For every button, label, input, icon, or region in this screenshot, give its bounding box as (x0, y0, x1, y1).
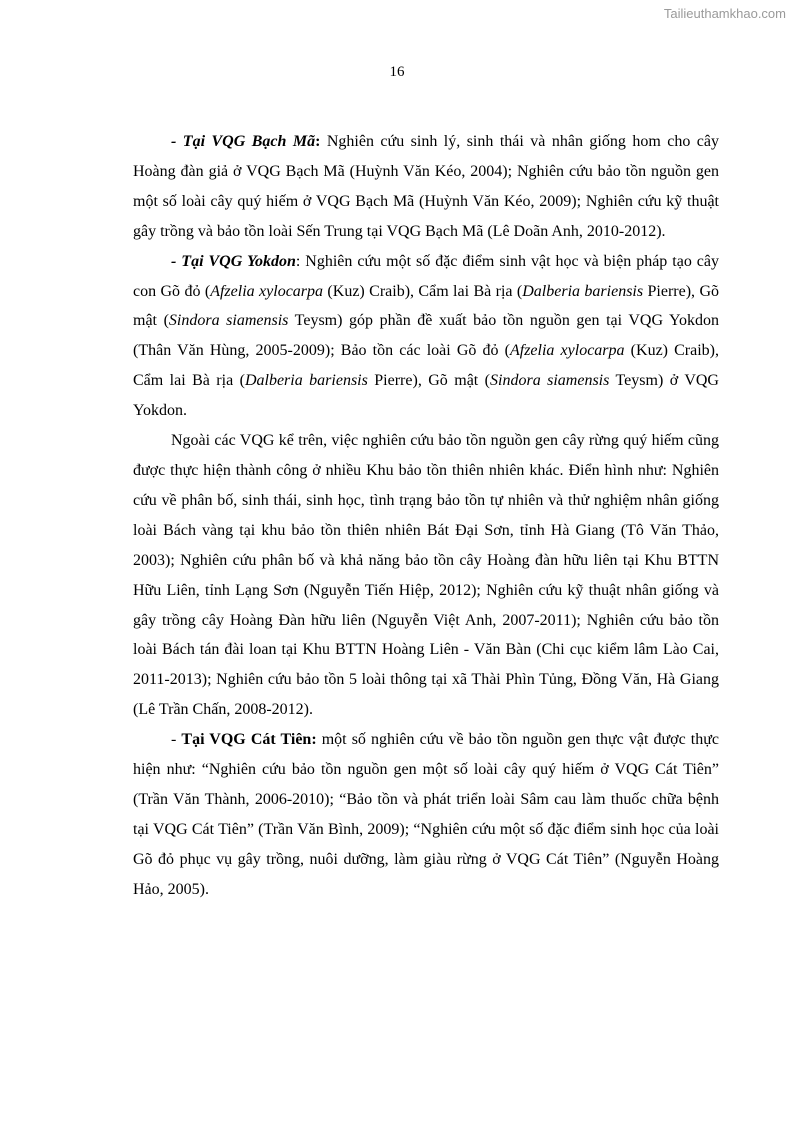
text-segment: (Kuz) Craib), Cẩm lai Bà rịa ( (323, 282, 523, 300)
text-segment: một số nghiên cứu về bảo tồn nguồn gen thực vật được thực hiện như: “Nghiên cứu bảo tồn nguồn gen một số loài cây quý hiếm ở VQG Cát Tiên” (Trần Văn Thành, 2006-2010); “Bảo tồn và phát triển loài Sâm cau làm thuốc chữa bệnh tại VQG Cát Tiên” (Trần Văn Bình, 2009); “Nghiên cứu một số đặc điểm sinh học của loài Gõ đỏ phục vụ gây trồng, nuôi dưỡng, làm giàu rừng ở VQG Cát Tiên” (Nguyễn Hoàng Hảo, 2005). (133, 731, 720, 898)
text-segment: Pierre), Gõ mật ( (367, 372, 491, 390)
text-segment: Pierre), Gõ mật ( (133, 282, 720, 330)
text-segment: - Tại VQG Yokdon (171, 252, 296, 270)
text-segment: Afzelia xylocarpa (210, 282, 324, 300)
paragraph (133, 426, 719, 725)
page-number: 16 (389, 64, 405, 80)
text-segment: - (171, 731, 182, 749)
text-segment: : (315, 133, 321, 150)
paragraph (133, 127, 719, 247)
text-segment: Sindora siamensis (168, 312, 289, 330)
text-segment: Afzelia xylocarpa (509, 342, 625, 360)
document-body (133, 127, 719, 905)
watermark-text: Tailieuthamkhao.com (663, 6, 786, 21)
text-segment: Ngoài các VQG kể trên, việc nghiên cứu bảo tồn nguồn gen cây rừng quý hiếm cũng được thực hiện thành công ở nhiều Khu bảo tồn thiên nhiên khác. Điển hình như: Nghiên cứu về phân bố, sinh thái, sinh học, tình trạng bảo tồn tự nhiên và thử nghiệm nhân giống loài Bách vàng tại khu bảo tồn thiên nhiên Bát Đại Sơn, tỉnh Hà Giang (Tô Văn Thảo, 2003); Nghiên cứu phân bố và khả năng bảo tồn cây Hoàng đàn hữu liên tại Khu BTTN Hữu Liên, tỉnh Lạng Sơn (Nguyễn Tiến Hiệp, 2012); Nghiên cứu kỹ thuật nhân giống và gây trồng cây Hoàng Đàn hữu liên (Nguyễn Việt Anh, 2007-2011); Nghiên cứu bảo tồn loài Bách tán đài loan tại Khu BTTN Hoàng Liên - Văn Bàn (Chi cục kiểm lâm Lào Cai, 2011-2013); Nghiên cứu bảo tồn 5 loài thông tại xã Thài Phìn Tủng, Đồng Văn, Hà Giang (Lê Trần Chấn, 2008-2012). (133, 432, 719, 719)
text-segment: Tại VQG Bạch Mã (182, 133, 316, 150)
text-segment: Dalberia bariensis (244, 372, 368, 390)
text-segment: (Kuz) Craib), Cẩm lai Bà rịa ( (133, 342, 720, 390)
paragraph (133, 725, 719, 904)
paragraph (133, 247, 719, 426)
text-segment: Sindora siamensis (490, 372, 610, 390)
text-segment: Nghiên cứu sinh lý, sinh thái và nhân giống hom cho cây Hoàng đàn giả ở VQG Bạch Mã (Huỳnh Văn Kéo, 2004); Nghiên cứu bảo tồn nguồn gen một số loài cây quý hiếm ở VQG Bạch Mã (Huỳnh Văn Kéo, 2009); Nghiên cứu kỹ thuật gây trồng và bảo tồn loài Sến Trung tại VQG Bạch Mã (Lê Doãn Anh, 2010-2012). (133, 133, 719, 240)
text-segment: Tại VQG Cát Tiên: (181, 731, 317, 749)
text-segment: Teysm) góp phần đề xuất bảo tồn nguồn gen tại VQG Yokdon (Thân Văn Hùng, 2005-2009); Bảo tồn các loài Gõ đỏ ( (133, 312, 719, 360)
text-segment: : Nghiên cứu một số đặc điểm sinh vật học và biện pháp tạo cây con Gõ đỏ ( (133, 252, 720, 300)
text-segment: Teysm) ở VQG Yokdon. (133, 372, 719, 420)
text-segment: - (171, 133, 183, 150)
text-segment: Dalberia bariensis (522, 282, 644, 300)
